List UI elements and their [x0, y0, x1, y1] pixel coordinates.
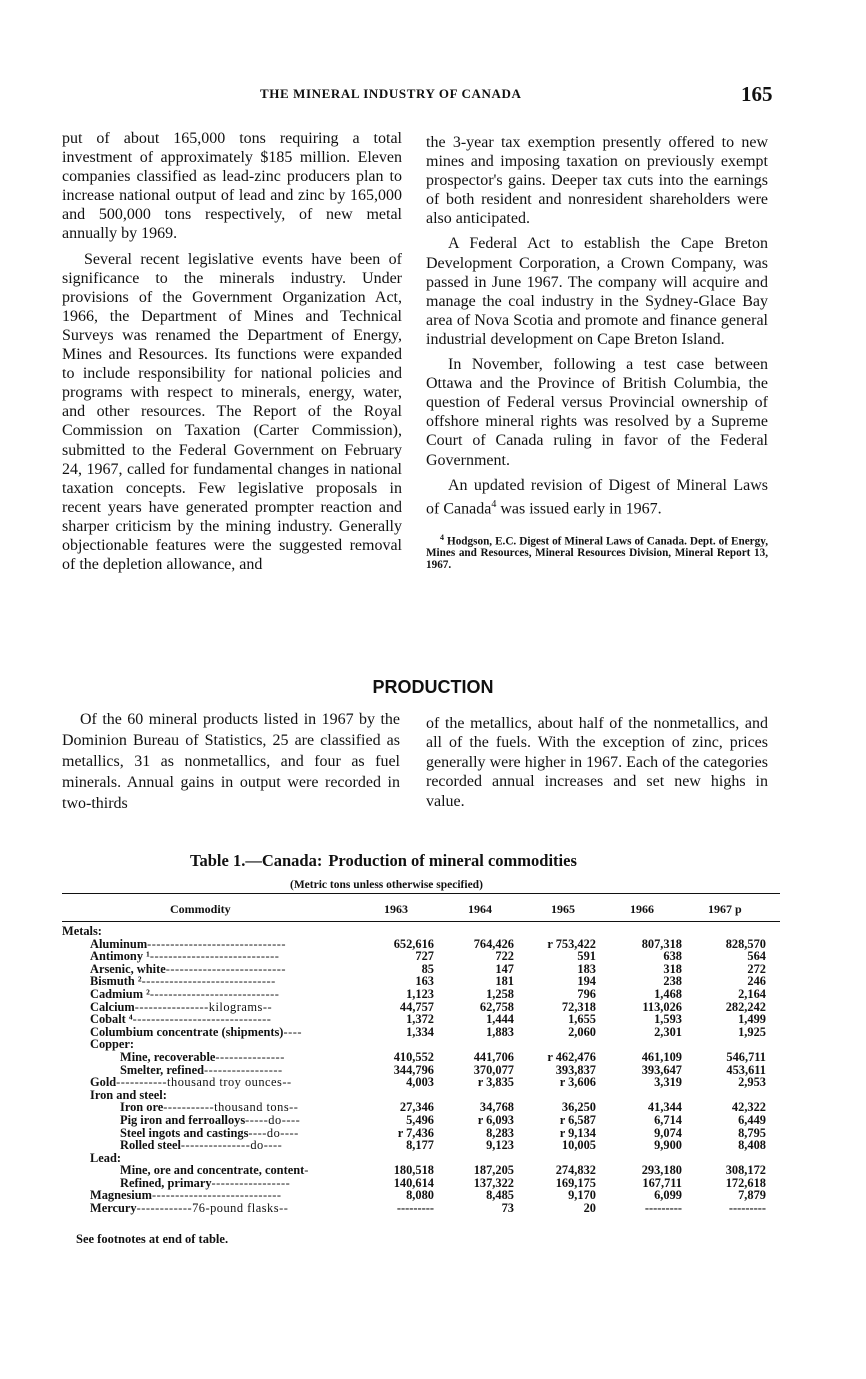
cell-value: 6,714 — [654, 1112, 682, 1127]
table-caption: Production of mineral commodities — [328, 851, 577, 870]
cell-value: 2,953 — [738, 1075, 766, 1090]
cell-value: 73 — [501, 1201, 514, 1216]
row-leader: ----------------kilograms-- — [134, 999, 273, 1014]
footnote-text: Hodgson, E.C. Digest of Mineral Laws of Canada. Dept. of Energy, Mines and Resources, Mineral Resources Division, Mineral Report 13, 1967. — [426, 535, 768, 571]
table-row — [62, 1075, 782, 1088]
table-row — [62, 1138, 782, 1151]
table-subtitle: (Metric tons unless otherwise specified) — [290, 879, 483, 891]
cell-value: 36,250 — [561, 1100, 596, 1115]
cell-value: 1,925 — [738, 1024, 766, 1039]
table-row — [62, 924, 782, 937]
cell-value: 441,706 — [473, 1049, 514, 1064]
cell-value: 410,552 — [393, 1049, 434, 1064]
paragraph-text: An updated revision of Digest of Mineral Laws of Canada — [426, 476, 768, 518]
cell-value: 3,319 — [654, 1075, 682, 1090]
row-leader: ----------------- — [211, 1175, 291, 1190]
page-number: 165 — [741, 82, 773, 106]
row-label-text: Calcium — [90, 999, 135, 1014]
row-label-text: Mercury — [90, 1201, 137, 1216]
table-row — [62, 937, 782, 950]
col-header-1965: 1965 — [551, 902, 575, 916]
row-leader: - — [304, 1163, 309, 1178]
cell-value: 62,758 — [479, 999, 514, 1014]
table-label: Table 1.—Canada: — [190, 851, 323, 870]
cell-value: 1,372 — [406, 1012, 434, 1027]
table-row — [62, 949, 782, 962]
row-label-text: Cobalt ⁴ — [90, 1012, 133, 1027]
paragraph: Several recent legislative events have been of significance to the minerals industry. Under provisions of the Government Organization Act, 1966, the Department of Mines and Technical Surveys was renamed the Department of Energy, Mines and Resources. Its functions were expanded to include responsibility for national policies and programs with respect to minerals, energy, water, and other resources. The Report of the Royal Commission on Taxation (Carter Commission), submitted to the Federal Government on February 24, 1967, called for fundamental changes in national taxation concepts. Few legislative proposals in recent years have generated prompter reaction and sharper criticism by the mining industry. Generally objectionable features were the suggested removal of the depletion allowance, and — [62, 250, 402, 574]
cell-value: 393,837 — [555, 1062, 596, 1077]
cell-value: 1,444 — [486, 1012, 514, 1027]
cell-value: 8,177 — [406, 1138, 434, 1153]
row-label-text: Mine, ore and concentrate, content — [120, 1163, 305, 1178]
cell-value: 246 — [747, 974, 766, 989]
cell-value: 8,283 — [486, 1125, 514, 1140]
cell-value: 163 — [415, 974, 434, 989]
cell-value: 1,499 — [738, 1012, 766, 1027]
cell-value: --------- — [396, 1201, 434, 1216]
cell-value: --------- — [728, 1201, 766, 1216]
cell-value: 1,655 — [568, 1012, 596, 1027]
cell-value: 461,109 — [641, 1049, 682, 1064]
cell-value: 796 — [577, 986, 596, 1001]
row-leader: ------------76-pound flasks-- — [136, 1201, 289, 1216]
cell-value: 652,616 — [393, 936, 434, 951]
cell-value: 9,170 — [568, 1188, 596, 1203]
row-label-text: Bismuth ² — [90, 974, 142, 989]
cell-value: 172,618 — [725, 1175, 766, 1190]
footnote — [426, 532, 768, 571]
footnote-mark: 4 — [440, 533, 444, 543]
row-leader: ----do---- — [248, 1125, 299, 1140]
paragraph: In November, following a test case between Ottawa and the Province of British Columbia, the question of Federal versus Provincial ownership of offshore mineral rights was resolved by a Supreme Court of Canada ruling in favor of the Federal Government. — [426, 356, 768, 469]
table-row — [62, 1201, 782, 1214]
table-row — [62, 1176, 782, 1189]
cell-value: 453,611 — [726, 1062, 766, 1077]
row-leader: ---------------------------- — [149, 949, 280, 964]
cell-value: 274,832 — [555, 1163, 596, 1178]
row-label-text: Cadmium ² — [90, 986, 150, 1001]
cell-value: 183 — [577, 961, 596, 976]
col-header-commodity: Commodity — [170, 902, 231, 916]
cell-value: 282,242 — [725, 999, 766, 1014]
col-header-1963: 1963 — [384, 902, 408, 916]
right-column — [426, 133, 768, 571]
table-row — [62, 987, 782, 1000]
paragraph — [426, 476, 768, 519]
cell-value: 638 — [663, 949, 682, 964]
cell-value: 828,570 — [725, 936, 766, 951]
row-leader: ------------------------------ — [147, 936, 286, 951]
table-row — [62, 1050, 782, 1063]
cell-value: 1,593 — [654, 1012, 682, 1027]
table-row — [62, 1000, 782, 1013]
cell-value: 27,346 — [399, 1100, 434, 1115]
table-row — [62, 974, 782, 987]
row-label-text: Arsenic, white — [90, 961, 166, 976]
cell-value: 2,164 — [738, 986, 766, 1001]
cell-value: 272 — [747, 961, 766, 976]
table-row — [62, 1113, 782, 1126]
cell-value: 140,614 — [393, 1175, 434, 1190]
row-label-text: Magnesium — [90, 1188, 152, 1203]
cell-value: r 6,587 — [559, 1112, 596, 1127]
cell-value: 7,879 — [738, 1188, 766, 1203]
cell-value: 8,080 — [406, 1188, 434, 1203]
cell-value: 546,711 — [726, 1049, 766, 1064]
cell-value: 44,757 — [399, 999, 434, 1014]
table-row — [62, 1063, 782, 1076]
row-leader: ---------------------------- — [151, 1188, 282, 1203]
table-row — [62, 1151, 782, 1164]
cell-value: r 3,835 — [477, 1075, 514, 1090]
row-label-text: Columbium concentrate (shipments) — [90, 1024, 284, 1039]
col-header-1966: 1966 — [630, 902, 654, 916]
row-leader: ---- — [283, 1024, 302, 1039]
row-label-text: Iron and steel: — [90, 1087, 167, 1102]
table-row — [62, 1012, 782, 1025]
row-leader: ----------------- — [203, 1062, 283, 1077]
cell-value: 1,258 — [486, 986, 514, 1001]
cell-value: 764,426 — [473, 936, 514, 951]
paragraph: the 3-year tax exemption presently offered to new mines and imposing taxation on previously exempt prospector's gains. Deeper tax cuts into the earnings of both resident and nonresident shareholders were also anticipated. — [426, 134, 768, 228]
cell-value: 591 — [577, 949, 596, 964]
cell-value: 20 — [583, 1201, 596, 1216]
cell-value: 72,318 — [561, 999, 596, 1014]
cell-value: 8,485 — [486, 1188, 514, 1203]
cell-value: 1,883 — [486, 1024, 514, 1039]
table-body — [62, 924, 782, 1214]
cell-value: 6,449 — [738, 1112, 766, 1127]
cell-value: r 9,134 — [559, 1125, 596, 1140]
cell-value: 370,077 — [473, 1062, 514, 1077]
cell-value: r 462,476 — [547, 1049, 596, 1064]
cell-value: --------- — [644, 1201, 682, 1216]
cell-value: 393,647 — [641, 1062, 682, 1077]
col-header-1964: 1964 — [468, 902, 492, 916]
row-label-text: Steel ingots and castings — [120, 1125, 249, 1140]
cell-value: 8,408 — [738, 1138, 766, 1153]
row-leader: -------------------------- — [165, 961, 286, 976]
cell-value: 9,074 — [654, 1125, 682, 1140]
production-right-text: of the metallics, about half of the nonmetallics, and all of the fuels. With the exception of zinc, prices generally were higher in 1967. Each of the categories recorded annual increases and set new highs in value. — [426, 715, 768, 810]
table-row — [62, 1163, 782, 1176]
cell-value: 85 — [421, 961, 434, 976]
cell-value: 167,711 — [642, 1175, 682, 1190]
row-label-text: Aluminum — [90, 936, 148, 951]
row-label-text: Gold — [90, 1075, 117, 1090]
table-footnote: See footnotes at end of table. — [76, 1232, 229, 1246]
cell-value: 722 — [495, 949, 514, 964]
paragraph: A Federal Act to establish the Cape Breton Development Corporation, a Crown Company, was passed in June 1967. The company will acquire and manage the coal industry in the Sydney-Glace Bay area of Nova Scotia and promote and finance general industrial development on Cape Breton Island. — [426, 235, 768, 348]
cell-value: 293,180 — [641, 1163, 682, 1178]
cell-value: 9,123 — [486, 1138, 514, 1153]
row-leader: -----do---- — [245, 1112, 301, 1127]
row-leader: ---------------------------- — [149, 986, 280, 1001]
cell-value: 34,768 — [479, 1100, 514, 1115]
cell-value: 238 — [663, 974, 682, 989]
running-header — [0, 82, 866, 116]
row-label-text: Iron ore — [120, 1100, 164, 1115]
cell-value: 137,322 — [473, 1175, 514, 1190]
table-top-rule — [62, 893, 780, 894]
cell-value: 41,344 — [647, 1100, 682, 1115]
cell-value: 318 — [663, 961, 682, 976]
row-label-text: Antimony ¹ — [90, 949, 150, 964]
row-leader: -----------thousand tons-- — [163, 1100, 299, 1115]
cell-value: 1,123 — [406, 986, 434, 1001]
cell-value: 113,026 — [642, 999, 682, 1014]
cell-value: 2,060 — [568, 1024, 596, 1039]
paragraph-text: was issued early in 1967. — [496, 500, 662, 518]
table-row — [62, 1088, 782, 1101]
cell-value: 4,003 — [406, 1075, 434, 1090]
cell-value: 42,322 — [731, 1100, 766, 1115]
row-label-text: Mine, recoverable — [120, 1049, 216, 1064]
cell-value: 147 — [495, 961, 514, 976]
cell-value: 1,334 — [406, 1024, 434, 1039]
row-leader: ----------------------------- — [141, 974, 276, 989]
table-row — [62, 1126, 782, 1139]
cell-value: 308,172 — [725, 1163, 766, 1178]
row-label-text: Lead: — [90, 1150, 121, 1165]
row-leader: --------------- — [215, 1049, 285, 1064]
table-row — [62, 962, 782, 975]
cell-value: 181 — [495, 974, 514, 989]
cell-value: 727 — [415, 949, 434, 964]
row-label-text: Refined, primary — [120, 1175, 212, 1190]
row-label-text: Metals: — [62, 924, 102, 938]
table-row — [62, 1025, 782, 1038]
row-leader: ------------------------------ — [132, 1012, 272, 1027]
cell-value: 10,005 — [561, 1138, 596, 1153]
cell-value: r 3,606 — [559, 1075, 596, 1090]
table-title — [190, 851, 577, 871]
table-row — [62, 1188, 782, 1201]
cell-value: 9,900 — [654, 1138, 682, 1153]
table-header-rule — [62, 921, 780, 922]
row-leader: -----------thousand troy ounces-- — [116, 1075, 292, 1090]
cell-value: 8,795 — [738, 1125, 766, 1140]
cell-value: 807,318 — [641, 936, 682, 951]
row-label — [62, 1201, 288, 1216]
cell-value: r 6,093 — [477, 1112, 514, 1127]
col-header-1967: 1967 p — [708, 902, 742, 916]
cell-value: 194 — [577, 974, 596, 989]
cell-value: r 7,436 — [397, 1125, 434, 1140]
cell-value: 564 — [747, 949, 766, 964]
running-title: THE MINERAL INDUSTRY OF CANADA — [260, 86, 522, 101]
row-leader: ---------------do---- — [180, 1138, 283, 1153]
cell-value: 180,518 — [393, 1163, 434, 1178]
cell-value: 1,468 — [654, 986, 682, 1001]
cell-value: 344,796 — [393, 1062, 434, 1077]
row-label-text: Rolled steel — [120, 1138, 181, 1153]
row-label-text: Smelter, refined — [120, 1062, 204, 1077]
cell-value: 187,205 — [473, 1163, 514, 1178]
production-left-text: Of the 60 mineral products listed in 1967 by the Dominion Bureau of Statistics, 25 are classified as metallics, 31 as nonmetallics, and four as fuel minerals. Annual gains in output were recorded in two-thirds — [62, 711, 400, 812]
row-label-text: Copper: — [90, 1037, 135, 1052]
left-column — [62, 129, 402, 574]
cell-value: 6,099 — [654, 1188, 682, 1203]
paragraph: put of about 165,000 tons requiring a total investment of approximately $185 million. Eleven companies classified as lead-zinc producers plan to increase national output of lead and zinc by 165,000 and 500,000 tons respectively, of new metal annually by 1969. — [62, 130, 402, 243]
cell-value: r 753,422 — [547, 936, 596, 951]
table-row — [62, 1100, 782, 1113]
footnote-ref[interactable]: 4 — [491, 498, 497, 510]
table-row — [62, 1037, 782, 1050]
cell-value: 169,175 — [555, 1175, 596, 1190]
section-heading: PRODUCTION — [372, 677, 494, 697]
cell-value: 2,301 — [654, 1024, 682, 1039]
cell-value: 5,496 — [406, 1112, 434, 1127]
row-label-text: Pig iron and ferroalloys — [120, 1112, 246, 1127]
